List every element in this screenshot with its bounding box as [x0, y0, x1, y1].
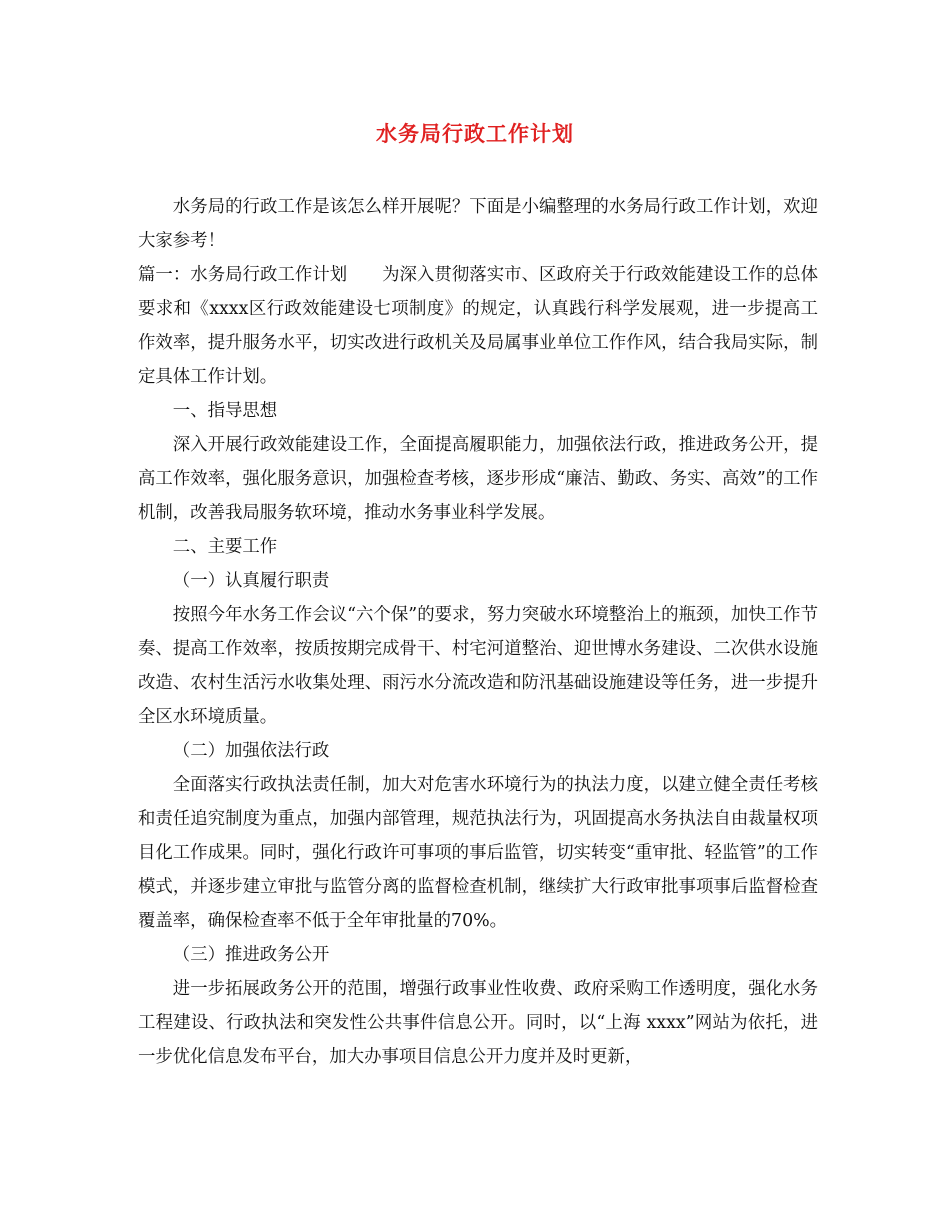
section-heading-main-work: 二、主要工作 — [172, 537, 278, 557]
subsection-heading-openness: （三）推进政务公开 — [172, 945, 330, 965]
guiding-thought-paragraph: 深入开展行政效能建设工作，全面提高履职能力，加强依法行政，推进政务公开，提高工作效率，强化服务意识，加强检查考核，逐步形成“廉洁、勤政、务实、高效”的工作机制，改善我局服务软环境，推动水务事业科学发展。 — [138, 435, 818, 523]
law-paragraph: 全面落实行政执法责任制，加大对危害水环境行为的执法力度，以建立健全责任考核和责任追究制度为重点，加强内部管理，规范执法行为，巩固提高水务执法自由裁量权项目化工作成果。同时，强化行政许可事项的事后监管，切实转变“重审批、轻监管”的工作模式，并逐步建立审批与监管分离的监督检查机制，继续扩大行政审批事项事后监督检查覆盖率，确保检查率不低于全年审批量的70%。 — [138, 775, 818, 931]
document-title: 水务局行政工作计划 — [376, 121, 574, 146]
chapter-one-paragraph: 篇一：水务局行政工作计划 为深入贯彻落实市、区政府关于行政效能建设工作的总体要求和《xxxx区行政效能建设七项制度》的规定，认真践行科学发展观，进一步提高工作效率，提升服务水平，切实改进行政机关及局属事业单位工作作风，结合我局实际，制定具体工作计划。 — [138, 265, 818, 387]
document-body — [138, 190, 818, 1074]
openness-paragraph: 进一步拓展政务公开的范围，增强行政事业性收费、政府采购工作透明度，强化水务工程建设、行政执法和突发性公共事件信息公开。同时，以“上海 xxxx”网站为依托，进一步优化信息发布平台，加大办事项目信息公开力度并及时更新， — [138, 979, 818, 1067]
intro-paragraph: 水务局的行政工作是该怎么样开展呢？下面是小编整理的水务局行政工作计划，欢迎大家参考！ — [138, 197, 818, 251]
duties-paragraph: 按照今年水务工作会议“六个保”的要求，努力突破水环境整治上的瓶颈，加快工作节奏、提高工作效率，按质按期完成骨干、村宅河道整治、迎世博水务建设、二次供水设施改造、农村生活污水收集处理、雨污水分流改造和防汛基础设施建设等任务，进一步提升全区水环境质量。 — [138, 605, 818, 727]
subsection-heading-law: （二）加强依法行政 — [172, 741, 330, 761]
subsection-heading-duties: （一）认真履行职责 — [172, 571, 330, 591]
section-heading-guiding-thought: 一、指导思想 — [172, 401, 278, 421]
